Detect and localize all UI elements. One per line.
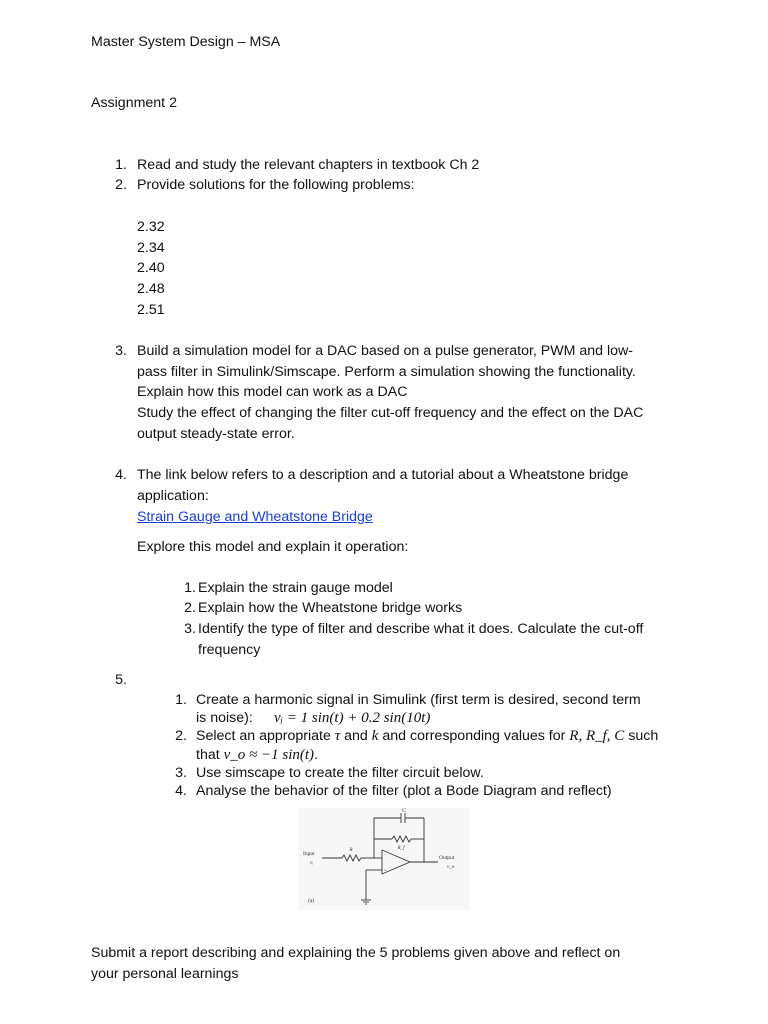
input-label: Input [303,851,315,857]
sublist-number: 1. [184,580,196,596]
sublist-number: 1. [175,692,187,708]
filter-circuit-diagram [298,808,470,910]
list-number: 3. [115,343,127,359]
problem-number: 2.34 [137,240,165,256]
sublist-text: Identify the type of filter and describe what it does. Calculate the cut-off [198,621,644,637]
item-3-line: Study the effect of changing the filter cut-off frequency and the effect on the DAC [137,405,644,421]
vo-label: v_o [447,865,455,870]
rf-label: R_f [397,846,405,851]
sublist-number: 3. [175,765,187,781]
sublist-number: 2. [175,728,187,744]
sublist-number: 3. [184,621,196,637]
item-4-line: application: [137,488,209,504]
document-header: Master System Design – MSA [91,34,281,50]
sublist-text: Select an appropriate τ and k and corresponding values for R, R_f, C such [196,728,659,744]
problem-number: 2.51 [137,302,165,318]
sublist-text: Analyse the behavior of the filter (plot a Bode Diagram and reflect) [196,783,612,799]
r-label: R [349,848,353,853]
wheatstone-bridge-link[interactable]: Strain Gauge and Wheatstone Bridge [137,509,373,525]
item-3-line: Build a simulation model for a DAC based on a pulse generator, PWM and low- [137,343,634,359]
sublist-text: Use simscape to create the filter circuit below. [196,765,484,781]
problem-number: 2.32 [137,219,165,235]
sublist-number: 2. [184,600,196,616]
list-number: 4. [115,467,127,483]
item-3-line: output steady-state error. [137,426,295,442]
svg-text:+: + [384,869,387,874]
item-3-line: pass filter in Simulink/Simscape. Perform a simulation showing the functionality. [137,364,636,380]
capacitor-label: C [402,808,406,814]
sublist-text: Create a harmonic signal in Simulink (first term is desired, second term [196,692,641,708]
explore-text: Explore this model and explain it operation: [137,539,409,555]
sublist-number: 4. [175,783,187,799]
list-number: 2. [115,177,127,193]
item-3-line: Explain how this model can work as a DAC [137,384,408,400]
submission-text: Submit a report describing and explaining the 5 problems given above and reflect on [91,945,621,961]
submission-text: your personal learnings [91,966,239,982]
figure-caption: (a) [308,898,315,904]
sublist-text-continuation: frequency [198,642,261,658]
problem-number: 2.40 [137,260,165,276]
list-item-text: Provide solutions for the following problems: [137,177,415,193]
problem-number: 2.48 [137,281,165,297]
assignment-title: Assignment 2 [91,95,177,111]
svg-text:−: − [384,853,387,858]
sublist-text: Explain the strain gauge model [198,580,393,596]
list-item-text: Read and study the relevant chapters in textbook Ch 2 [137,157,480,173]
sublist-text: Explain how the Wheatstone bridge works [198,600,463,616]
sublist-text-continuation: is noise): [196,710,253,726]
item-4-line: The link below refers to a description and a tutorial about a Wheatstone bridge [137,467,629,483]
list-number: 5. [115,672,127,688]
output-label: Output [439,855,455,861]
sublist-text-continuation: that v_o ≈ −1 sin(t). [196,747,318,763]
list-number: 1. [115,157,127,173]
harmonic-signal-equation: vᵢ = 1 sin(t) + 0.2 sin(10t) [274,710,431,726]
vi-label: vᵢ [310,861,314,866]
